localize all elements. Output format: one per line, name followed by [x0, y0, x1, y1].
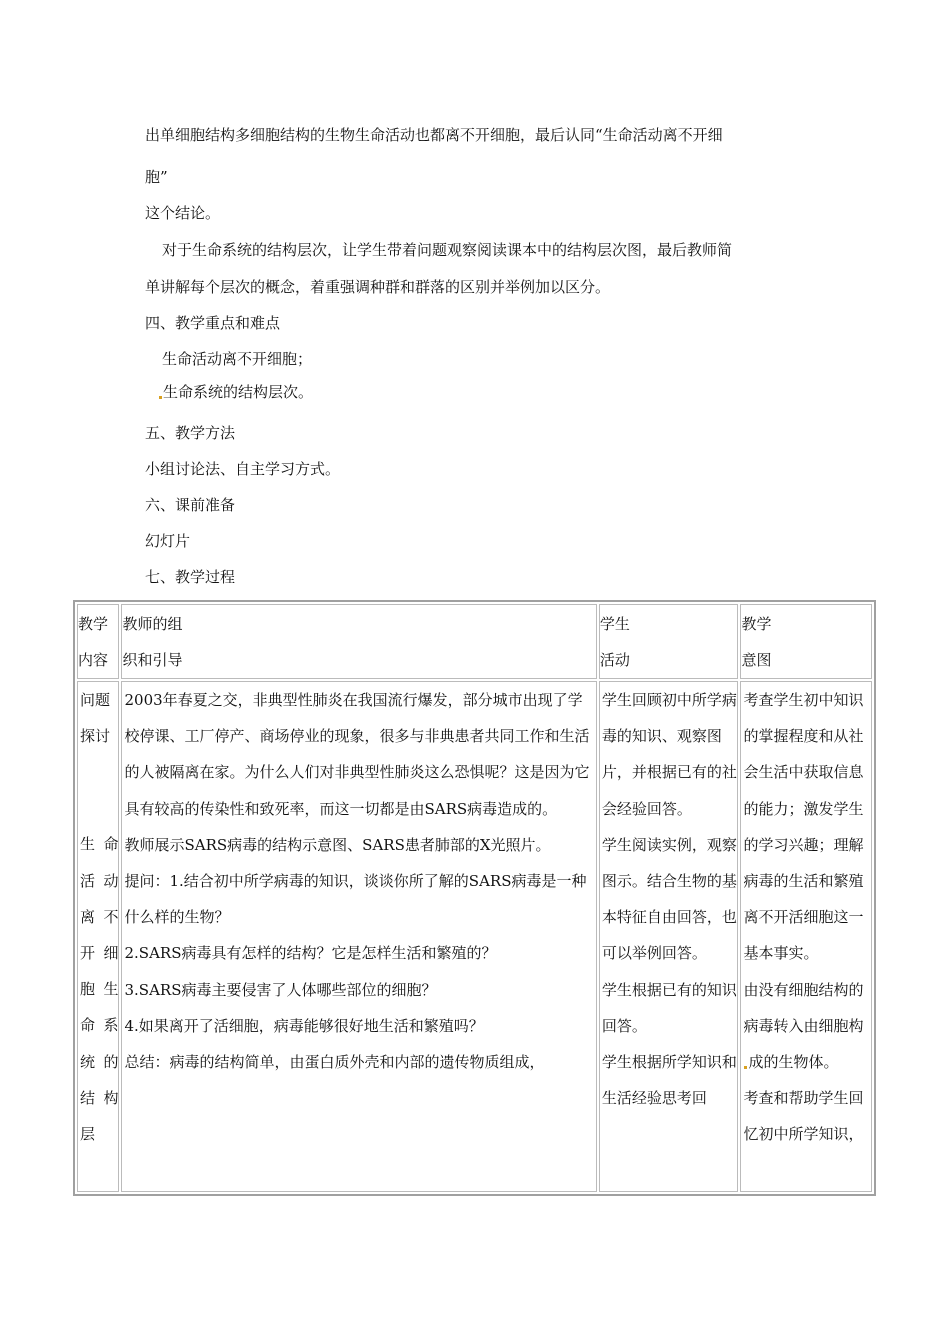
student-text: 学生回顾初中所学病毒的知识、观察图片，并根据已有的社会经验回答。 [601, 691, 737, 818]
heading-text: 五、教学方法 [145, 424, 236, 442]
intent-text: 考查学生初中知识的掌握程度和从社会生活中获取信息的能力；激发学生的学习兴趣；理解病毒的生活和繁殖离不开活细胞这一基本事实。 [743, 691, 864, 963]
content-cell [77, 681, 119, 1192]
paragraph-line [145, 277, 610, 297]
teacher-text: 提问：1.结合初中所学病毒的知识，谈谈你所了解的SARS病毒是一种什么样的生物？ [124, 872, 587, 927]
header-cell-student [599, 604, 739, 679]
section-heading [145, 313, 280, 333]
header-text: 活动 [599, 651, 630, 669]
intent-text: 考查和帮助学生回忆初中所学知识， [743, 1089, 864, 1144]
lesson-process-table [73, 600, 876, 1196]
paragraph-text: 小组讨论法、自主学习方式。 [145, 460, 341, 478]
paragraph-line [145, 203, 220, 223]
table-header-row [77, 604, 872, 679]
paragraph-text: 胞” [145, 168, 168, 186]
header-text: 教学 [741, 615, 772, 633]
teacher-text: 教师展示SARS病毒的结构示意图、SARS患者肺部的X光照片。 [124, 835, 551, 854]
heading-text: 七、教学过程 [145, 568, 236, 586]
section-heading [145, 567, 235, 587]
key-point-text: 生命系统的结构层次。 [163, 383, 314, 401]
topic-text: 问题探讨 [80, 691, 111, 746]
table-row [77, 681, 872, 1192]
student-text: 学生根据所学知识和生活经验思考回 [601, 1053, 737, 1108]
student-cell [599, 681, 739, 1192]
header-text: 教学 [78, 615, 109, 633]
section-heading [145, 495, 235, 515]
teacher-cell [121, 681, 596, 1192]
section-heading [145, 423, 235, 443]
header-cell-content [77, 604, 119, 679]
paragraph-text: 对于生命系统的结构层次，让学生带着问题观察阅读课本中的结构层次图，最后教师简 [162, 241, 733, 259]
intent-cell [740, 681, 872, 1192]
paragraph-line [145, 459, 340, 479]
key-point [158, 382, 313, 402]
header-cell-intent [740, 604, 872, 679]
intent-text: 成的生物体。 [748, 1053, 839, 1072]
header-text: 意图 [741, 651, 772, 669]
student-text: 学生阅读实例，观察图示。结合生物的基本特征自由回答，也可以举例回答。 [601, 835, 737, 963]
key-point [162, 349, 312, 369]
student-text: 学生根据已有的知识回答。 [601, 980, 737, 1035]
teacher-text: 2.SARS病毒具有怎样的结构？它是怎样生活和繁殖的？ [124, 944, 497, 963]
paragraph-text: 单讲解每个层次的概念，着重强调种群和群落的区别并举例加以区分。 [145, 278, 611, 296]
intent-text: 由没有细胞结构的病毒转入由细胞构 [743, 980, 864, 1035]
teacher-text: 2003年春夏之交，非典型性肺炎在我国流行爆发，部分城市出现了学校停课、工厂停产、商场停业的现象，很多与非典患者共同工作和生活的人被隔离在家。为什么人们对非典型性肺炎这么恐惧呢？这是因为它具有较高的传染性和致死率，而这一切都是由SARS病毒造成的。 [124, 691, 590, 818]
marker-dot [159, 396, 162, 399]
key-point-text: 生命活动离不开细胞； [162, 350, 313, 368]
teacher-text: 3.SARS病毒主要侵害了人体哪些部位的细胞？ [124, 980, 437, 999]
header-text: 学生 [599, 615, 630, 633]
spacer [78, 754, 118, 826]
intent-line [741, 1044, 871, 1080]
heading-text: 六、课前准备 [145, 496, 236, 514]
paragraph-line [162, 240, 732, 260]
paragraph-text: 这个结论。 [145, 204, 221, 222]
heading-text: 四、教学重点和难点 [145, 314, 281, 332]
header-text: 织和引导 [122, 651, 183, 669]
teacher-text: 总结：病毒的结构简单，由蛋白质外壳和内部的遗传物质组成， [124, 1053, 545, 1072]
header-text: 内容 [78, 651, 109, 669]
topic-text: 生命活动离不开细胞生命系统的结构层 [80, 835, 119, 1144]
paragraph-text: 出单细胞结构多细胞结构的生物生命活动也都离不开细胞，最后认同“生命活动离不开细 [145, 126, 723, 144]
header-cell-teacher [121, 604, 596, 679]
paragraph-line [145, 125, 723, 145]
paragraph-line [145, 531, 190, 551]
teacher-text: 4.如果离开了活细胞，病毒能够很好地生活和繁殖吗？ [124, 1016, 484, 1035]
header-text: 教师的组 [122, 615, 183, 633]
paragraph-text: 幻灯片 [145, 532, 191, 550]
paragraph-line [145, 167, 168, 187]
